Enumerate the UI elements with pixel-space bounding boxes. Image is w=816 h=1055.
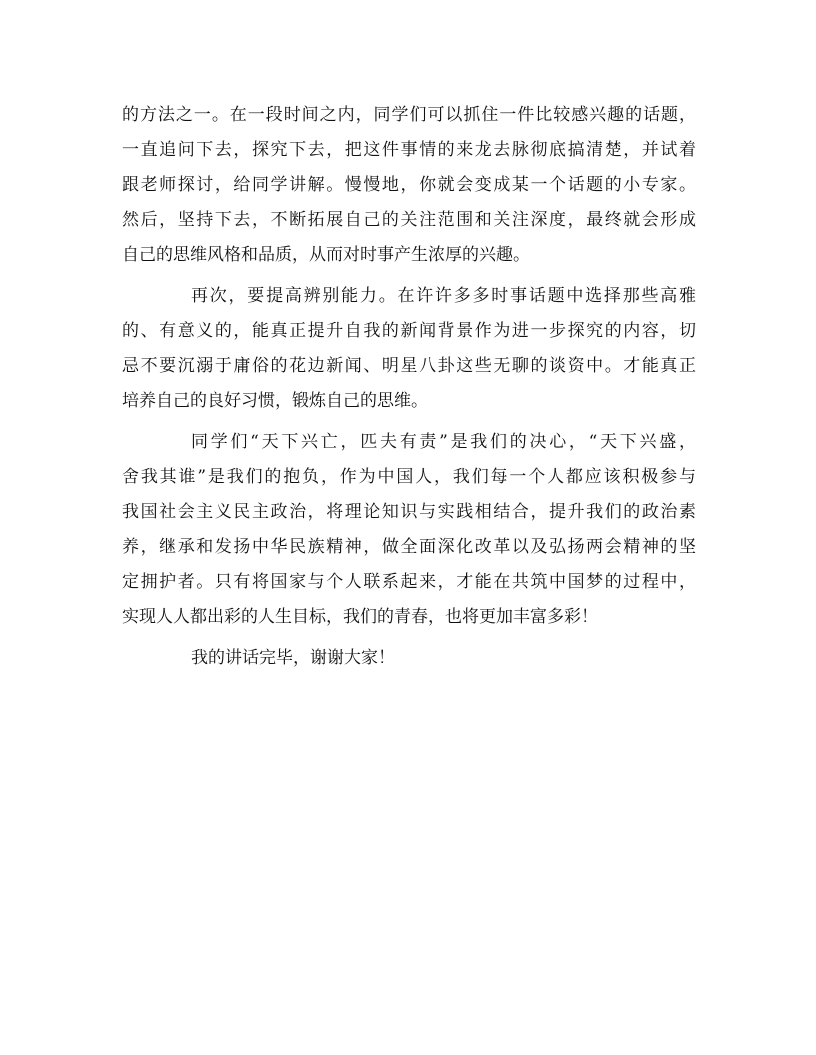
paragraph-3-line-1: 同学们“天下兴亡，匹夫有责”是我们的决心，“天下兴盛，: [191, 432, 696, 452]
paragraph-1-line-1: 的方法之一。在一段时间之内，同学们可以抓住一件比较感兴趣的话题，: [122, 105, 696, 125]
paragraph-3: [122, 425, 696, 635]
paragraph-2-line-2: 的、有意义的，能真正提升自我的新闻背景作为进一步探究的内容，切: [122, 321, 696, 341]
paragraph-1-line-3: 跟老师探讨，给同学讲解。慢慢地，你就会变成某一个话题的小专家。: [122, 175, 696, 195]
paragraph-2-line-4: 培养自己的良好习惯，锻炼自己的思维。: [122, 391, 428, 411]
paragraph-1-line-2: 一直追问下去，探究下去，把这件事情的来龙去脉彻底搞清楚，并试着: [122, 140, 696, 160]
paragraph-4-line-1: 我的讲话完毕，谢谢大家！: [191, 648, 395, 668]
paragraph-1-line-5: 自己的思维风格和品质，从而对时事产生浓厚的兴趣。: [122, 245, 530, 265]
document-body: [122, 98, 696, 676]
paragraph-3-line-5: 定拥护者。只有将国家与个人联系起来，才能在共筑中国梦的过程中，: [122, 572, 696, 592]
paragraph-2-line-1: 再次，要提高辨别能力。在许许多多时事话题中选择那些高雅: [191, 286, 696, 306]
paragraph-4: [122, 641, 696, 676]
paragraph-3-line-2: 舍我其谁”是我们的抱负，作为中国人，我们每一个人都应该积极参与: [122, 467, 696, 487]
paragraph-3-line-4: 养，继承和发扬中华民族精神，做全面深化改革以及弘扬两会精神的坚: [122, 537, 696, 557]
paragraph-1: [122, 98, 696, 273]
paragraph-3-line-3: 我国社会主义民主政治，将理论知识与实践相结合，提升我们的政治素: [122, 502, 696, 522]
paragraph-2-line-3: 忌不要沉溺于庸俗的花边新闻、明星八卦这些无聊的谈资中。才能真正: [122, 356, 696, 376]
paragraph-2: [122, 279, 696, 419]
paragraph-3-line-6: 实现人人都出彩的人生目标，我们的青春，也将更加丰富多彩！: [122, 607, 598, 627]
paragraph-1-line-4: 然后，坚持下去，不断拓展自己的关注范围和关注深度，最终就会形成: [122, 210, 696, 230]
